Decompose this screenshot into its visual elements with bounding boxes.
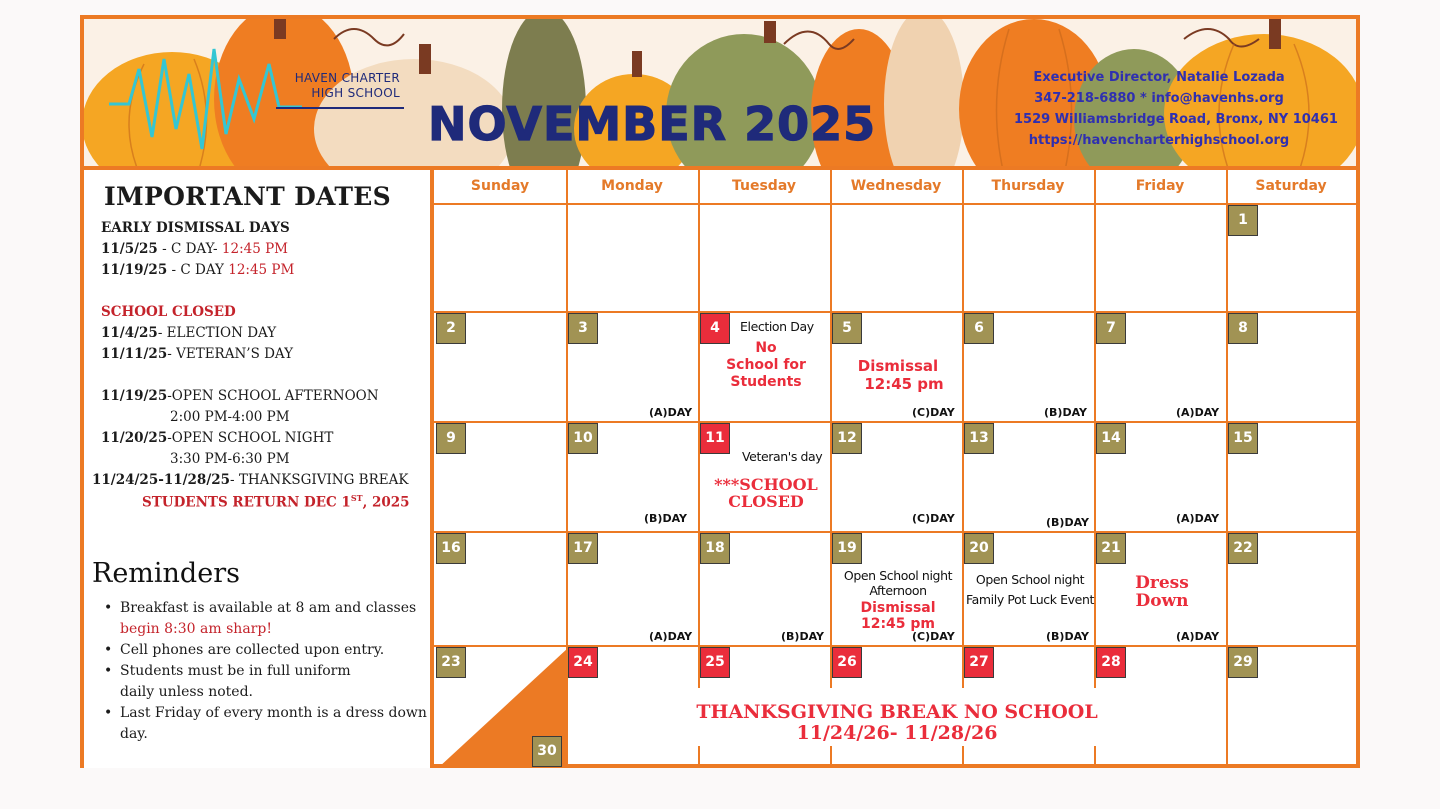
event-dress-down: Dress <box>1135 573 1189 593</box>
day-number: 27 <box>964 647 994 678</box>
day-number: 15 <box>1228 423 1258 454</box>
day-name-sunday: Sunday <box>470 178 530 194</box>
event-dismissal-time: 12:45 pm <box>860 616 936 632</box>
school-closed-item: 11/4/25- ELECTION DAY <box>101 325 277 341</box>
reminder-item: • Breakfast is available at 8 am and classes begin 8:30 am sharp! <box>100 598 430 640</box>
break-banner-line-1: THANKSGIVING BREAK NO SCHOOL <box>696 701 1098 723</box>
event-school-closed: CLOSED <box>728 492 804 511</box>
day-number: 12 <box>832 423 862 454</box>
event-family-pot-luck: Family Pot Luck Event <box>966 592 1094 607</box>
open-school-afternoon: 11/19/25-OPEN SCHOOL AFTERNOON <box>101 388 379 404</box>
day-number: 18 <box>700 533 730 564</box>
day-number: 21 <box>1096 533 1126 564</box>
contact-address: 1529 Williamsbridge Road, Bronx, NY 10461 <box>1014 112 1338 127</box>
thanksgiving-break-item: 11/24/25-11/28/25- THANKSGIVING BREAK <box>92 472 409 488</box>
day-number: 14 <box>1096 423 1126 454</box>
students-return-note: STUDENTS RETURN DEC 1ST, 2025 <box>142 493 410 511</box>
event-school-closed: ***SCHOOL <box>714 475 818 494</box>
day-type-label: (B)DAY <box>1044 406 1087 419</box>
break-banner-line-2: 11/24/26- 11/28/26 <box>796 722 998 744</box>
day-number: 26 <box>832 647 862 678</box>
day-type-label: (C)DAY <box>912 630 955 643</box>
school-name-line-2: HIGH SCHOOL <box>311 86 400 100</box>
day-type-label: (A)DAY <box>649 630 693 643</box>
open-school-afternoon-time: 2:00 PM-4:00 PM <box>170 409 290 425</box>
day-number: 4 <box>700 313 730 344</box>
corner-triangle-decoration <box>434 170 1356 768</box>
day-name-monday: Monday <box>601 178 663 194</box>
day-number: 17 <box>568 533 598 564</box>
month-title: NOVEMBER 2025 <box>428 97 877 151</box>
day-type-label: (A)DAY <box>1176 630 1220 643</box>
event-note: School for <box>726 357 806 373</box>
school-name <box>280 71 400 101</box>
event-veterans-day: Veteran's day <box>742 449 823 464</box>
reminder-item: • Students must be in full uniform daily unless noted. <box>100 661 430 703</box>
day-number: 28 <box>1096 647 1126 678</box>
day-number: 2 <box>436 313 466 344</box>
reminder-item: • Cell phones are collected upon entry. <box>100 640 430 661</box>
day-number: 22 <box>1228 533 1258 564</box>
day-number: 1 <box>1228 205 1258 236</box>
event-open-school-afternoon: Afternoon <box>869 583 927 598</box>
day-name-tuesday: Tuesday <box>732 178 796 194</box>
day-number: 8 <box>1228 313 1258 344</box>
calendar-flyer <box>80 15 1360 768</box>
event-note: Students <box>730 374 802 390</box>
day-number: 13 <box>964 423 994 454</box>
day-type-label: (B)DAY <box>1046 516 1089 529</box>
day-number: 23 <box>436 647 466 678</box>
day-number: 24 <box>568 647 598 678</box>
event-note: No <box>755 340 777 356</box>
grid-line <box>830 170 832 768</box>
event-election-day: Election Day <box>740 319 814 334</box>
day-number: 9 <box>436 423 466 454</box>
grid-line <box>698 170 700 768</box>
reminder-item: • Last Friday of every month is a dress down day. <box>100 703 430 745</box>
grid-line <box>566 170 568 768</box>
day-type-label: (C)DAY <box>912 406 955 419</box>
month-calendar-grid <box>434 170 1356 768</box>
day-number: 5 <box>832 313 862 344</box>
event-open-school-afternoon: Open School night <box>843 568 953 583</box>
event-dismissal: Dismissal <box>860 600 936 616</box>
day-number: 10 <box>568 423 598 454</box>
day-type-label: (C)DAY <box>912 512 955 525</box>
day-type-label: (B)DAY <box>781 630 824 643</box>
school-name-line-1: HAVEN CHARTER <box>294 71 400 85</box>
grid-line <box>1094 170 1096 768</box>
grid-line <box>434 203 1356 205</box>
reminders-title: Reminders <box>92 558 240 589</box>
thanksgiving-break-banner <box>568 688 1226 746</box>
day-type-label: (A)DAY <box>649 406 693 419</box>
school-name-underline <box>276 107 404 109</box>
open-school-night-time: 3:30 PM-6:30 PM <box>170 451 290 467</box>
grid-line <box>1226 170 1228 768</box>
day-number: 11 <box>700 423 730 454</box>
contact-director: Executive Director, Natalie Lozada <box>1033 70 1285 85</box>
day-number: 19 <box>832 533 862 564</box>
day-number: 20 <box>964 533 994 564</box>
day-number: 25 <box>700 647 730 678</box>
day-name-friday: Friday <box>1135 178 1185 194</box>
event-open-school-night: Open School night <box>975 572 1085 587</box>
reminders-list <box>100 598 430 745</box>
day-number: 16 <box>436 533 466 564</box>
day-type-label: (A)DAY <box>1176 406 1220 419</box>
school-closed-heading: SCHOOL CLOSED <box>101 304 236 320</box>
contact-info <box>1014 67 1338 151</box>
day-name-saturday: Saturday <box>1255 178 1327 194</box>
day-number: 30 <box>532 736 562 767</box>
contact-website: https://havencharterhighschool.org <box>1028 133 1290 148</box>
day-name-thursday: Thursday <box>991 178 1065 194</box>
important-dates-panel <box>84 170 430 768</box>
open-school-night: 11/20/25-OPEN SCHOOL NIGHT <box>101 430 334 446</box>
early-dismissal-item: 11/19/25 - C DAY 12:45 PM <box>101 262 295 278</box>
important-dates-title: IMPORTANT DATES <box>104 182 391 211</box>
day-name-wednesday: Wednesday <box>850 178 942 194</box>
day-type-label: (B)DAY <box>644 512 687 525</box>
early-dismissal-item: 11/5/25 - C DAY- 12:45 PM <box>101 241 289 257</box>
header-banner <box>84 19 1356 166</box>
day-number: 6 <box>964 313 994 344</box>
early-dismissal-heading: EARLY DISMISSAL DAYS <box>101 220 290 236</box>
day-type-label: (B)DAY <box>1046 630 1089 643</box>
contact-phone-email: 347-218-6880 * info@havenhs.org <box>1034 91 1284 106</box>
event-dress-down: Down <box>1135 591 1189 611</box>
event-dismissal: Dismissal <box>857 357 939 375</box>
day-number: 29 <box>1228 647 1258 678</box>
event-dismissal-time: 12:45 pm <box>864 375 944 393</box>
grid-line <box>962 170 964 768</box>
day-number: 3 <box>568 313 598 344</box>
day-number: 7 <box>1096 313 1126 344</box>
school-closed-item: 11/11/25- VETERAN’S DAY <box>101 346 294 362</box>
day-type-label: (A)DAY <box>1176 512 1220 525</box>
